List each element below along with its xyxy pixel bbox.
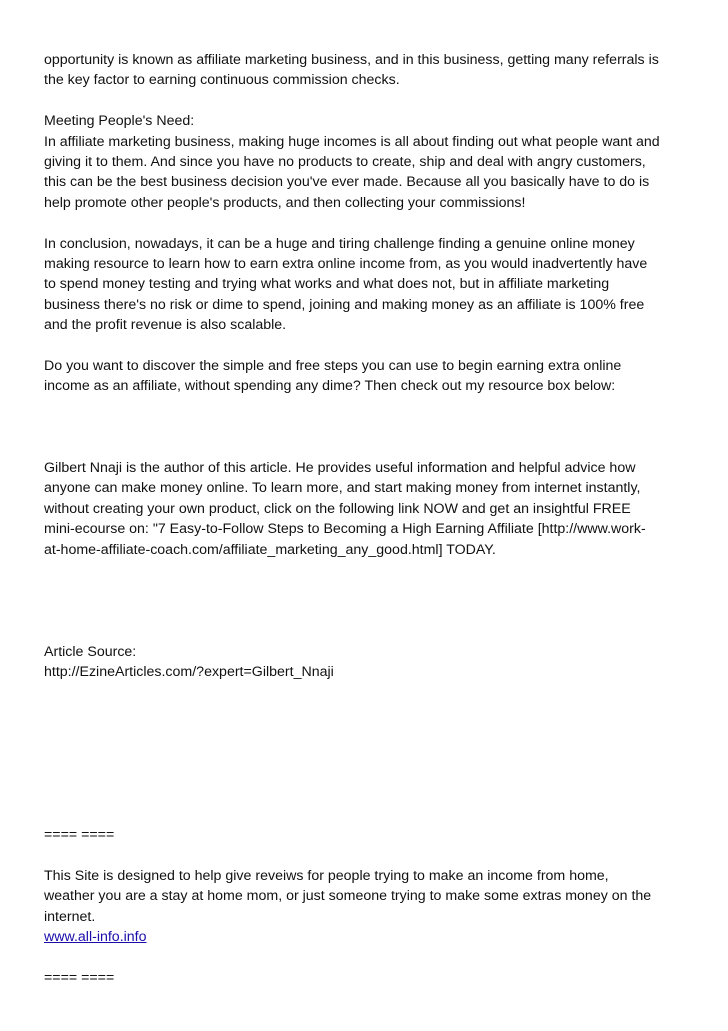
text-line: Gilbert Nnaji is the author of this article. He provides useful information and helpful advice how (44, 460, 636, 477)
footer-divider-top (44, 825, 692, 845)
text-line: to spend money testing and trying what works and what does not, but in affiliate marketing (44, 276, 610, 293)
text-line: income as an affiliate, without spending any dime? Then check out my resource box below: (44, 378, 616, 395)
spacer (44, 948, 692, 968)
text-line: at-home-affiliate-coach.com/affiliate_marketing_any_good.html] TODAY. (44, 541, 496, 558)
text-line: weather you are a stay at home mom, or just someone trying to make some extras money on the (44, 888, 652, 905)
text-line: making resource to learn how to earn extra online income from, as you would inadvertently have (44, 256, 648, 273)
section-heading: Meeting People's Need: (44, 113, 195, 130)
text-line: giving it to them. And since you have no products to create, ship and deal with angry customers, (44, 154, 646, 171)
footer-divider-bottom (44, 968, 692, 988)
article-source (44, 642, 692, 683)
text-line: mini-ecourse on: "7 Easy-to-Follow Steps to Becoming a High Earning Affiliate [http://www.work- (44, 521, 646, 538)
paragraph-affiliate-intro (44, 50, 692, 91)
spacer (44, 336, 692, 356)
paragraph-call-to-action (44, 356, 692, 397)
spacer (44, 560, 692, 642)
text-line: this can be the best business decision you've ever made. Because all you basically have to do is (44, 174, 650, 191)
paragraph-conclusion (44, 234, 692, 336)
spacer (44, 397, 692, 458)
site-link[interactable]: www.all-info.info (44, 929, 147, 946)
author-bio (44, 458, 692, 560)
text-line: without creating your own product, click on the following link NOW and get an insightful FREE (44, 500, 631, 517)
spacer (44, 91, 692, 111)
text-line: opportunity is known as affiliate marketing business, and in this business, getting many referrals is (44, 52, 659, 68)
text-line: the key factor to earning continuous commission checks. (44, 72, 400, 89)
text-line: internet. (44, 908, 96, 925)
spacer (44, 846, 692, 866)
divider-text: ==== ==== (44, 827, 115, 844)
site-description (44, 866, 692, 948)
divider-text: ==== ==== (44, 970, 115, 987)
spacer (44, 213, 692, 233)
text-line: Do you want to discover the simple and free steps you can use to begin earning extra online (44, 358, 622, 375)
text-line: and the profit revenue is also scalable. (44, 317, 287, 334)
spacer (44, 682, 692, 825)
text-line: business there's no risk or dime to spend, joining and making money as an affiliate is 100% free (44, 296, 645, 313)
text-line: In affiliate marketing business, making huge incomes is all about finding out what people want and (44, 133, 660, 150)
text-line: In conclusion, nowadays, it can be a huge and tiring challenge finding a genuine online money (44, 235, 635, 252)
source-url: http://EzineArticles.com/?expert=Gilbert_Nnaji (44, 664, 334, 681)
document-page (44, 50, 692, 989)
text-line: help promote other people's products, and then collecting your commissions! (44, 194, 526, 211)
text-line: anyone can make money online. To learn more, and start making money from internet instantly, (44, 480, 641, 497)
text-line: This Site is designed to help give reveiws for people trying to make an income from home, (44, 868, 609, 885)
source-label: Article Source: (44, 643, 137, 660)
paragraph-meeting-need (44, 111, 692, 213)
